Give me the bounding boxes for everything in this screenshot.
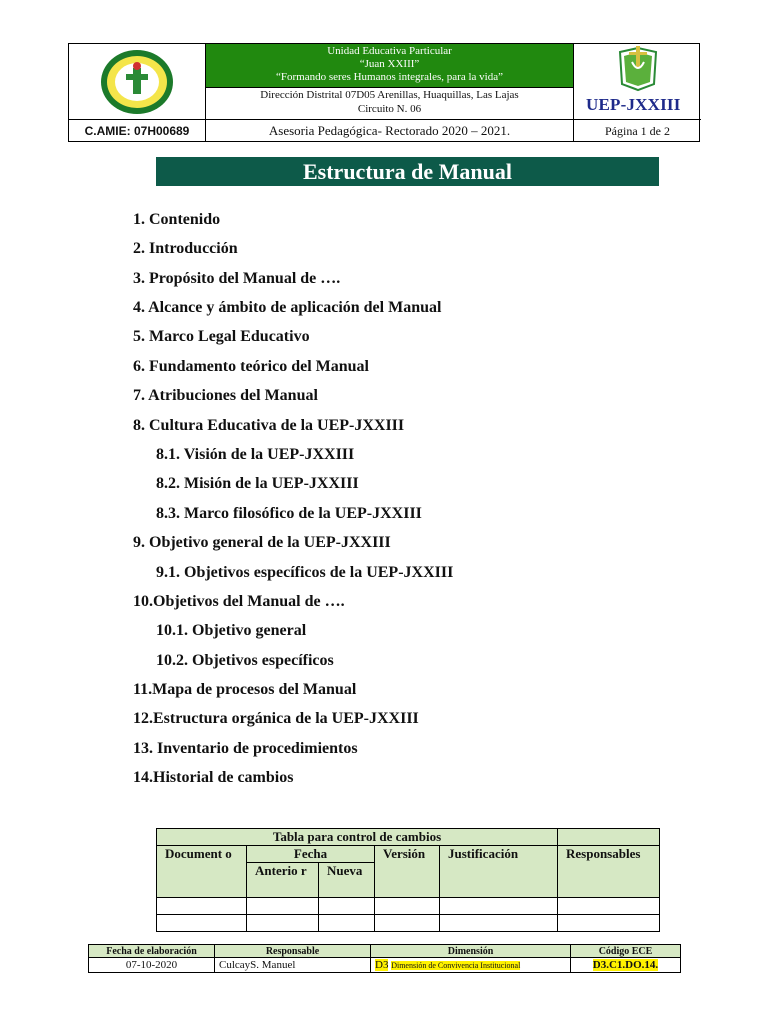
dimension-code: D3	[375, 959, 389, 971]
district-block	[206, 87, 573, 120]
uep-logo-text: UEP-JXXIII	[586, 95, 681, 114]
table-row	[157, 898, 660, 915]
table-cell[interactable]	[440, 898, 558, 915]
uep-logo-cell	[573, 44, 701, 120]
table-caption: Tabla para control de cambios	[157, 829, 558, 846]
footer-responsable: CulcayS. Manuel	[215, 958, 371, 973]
toc-item: 11.Mapa de procesos del Manual	[133, 681, 357, 698]
footer-codigo-cell	[571, 958, 681, 973]
col-justificacion: Justificación	[440, 846, 558, 898]
school-type: Unidad Educativa Particular	[327, 45, 452, 57]
table-cell[interactable]	[319, 898, 375, 915]
table-cell[interactable]	[247, 915, 319, 932]
table-cell[interactable]	[157, 915, 247, 932]
table-row	[157, 915, 660, 932]
toc-item: 8. Cultura Educativa de la UEP-JXXIII	[133, 417, 405, 434]
school-name: “Juan XXIII”	[359, 58, 420, 70]
toc-item: 2. Introducción	[133, 240, 238, 257]
toc-subitem: 9.1. Objetivos específicos de la UEP-JXXIII	[156, 564, 454, 581]
toc-item: 7. Atribuciones del Manual	[133, 387, 318, 404]
table-cell[interactable]	[247, 898, 319, 915]
school-name-block	[206, 44, 573, 87]
toc-subitem: 10.2. Objetivos específicos	[156, 652, 334, 669]
col-version: Versión	[375, 846, 440, 898]
table-cell[interactable]	[440, 915, 558, 932]
table-cell[interactable]	[375, 898, 440, 915]
toc-item: 4. Alcance y ámbito de aplicación del Manual	[133, 299, 442, 316]
toc-item: 6. Fundamento teórico del Manual	[133, 358, 369, 375]
toc-item: 9. Objetivo general de la UEP-JXXIII	[133, 534, 391, 551]
col-documento: Document o	[157, 846, 247, 898]
asesoria-text: Asesoria Pedagógica- Rectorado 2020 – 2021.	[268, 123, 511, 138]
circuit-number: Circuito N. 06	[357, 103, 422, 115]
table-cell[interactable]	[157, 898, 247, 915]
uep-logo-icon	[574, 44, 702, 96]
dimension-text: Dimensión de Convivencia Institucional	[391, 961, 521, 970]
col-responsables: Responsables	[558, 846, 660, 898]
toc-subitem: 8.1. Visión de la UEP-JXXIII	[156, 446, 355, 463]
toc-item: 10.Objetivos del Manual de ….	[133, 593, 345, 610]
col-nueva: Nueva	[319, 863, 375, 898]
toc-subitem: 8.2. Misión de la UEP-JXXIII	[156, 475, 359, 492]
col-anterior: Anterio r	[247, 863, 319, 898]
footer-codigo: D3.C1.DO.14.	[592, 959, 659, 971]
footer-dimension	[371, 958, 571, 973]
page-title: Estructura de Manual	[156, 157, 659, 186]
toc-item: 3. Propósito del Manual de ….	[133, 270, 341, 287]
table-cell	[558, 829, 660, 846]
table-cell[interactable]	[319, 915, 375, 932]
toc-subitem: 8.3. Marco filosófico de la UEP-JXXIII	[156, 505, 422, 522]
toc-item: 14.Historial de cambios	[133, 769, 294, 786]
toc-item: 13. Inventario de procedimientos	[133, 740, 358, 757]
table-cell[interactable]	[558, 915, 660, 932]
footer-header-fecha: Fecha de elaboración	[89, 945, 215, 958]
school-motto: “Formando seres Humanos integrales, para la vida”	[276, 71, 503, 83]
page-number: Página 1 de 2	[573, 120, 701, 142]
document-header	[68, 43, 700, 142]
table-cell[interactable]	[558, 898, 660, 915]
table-cell[interactable]	[375, 915, 440, 932]
footer-header-codigo: Código ECE	[571, 945, 681, 958]
footer-table	[88, 944, 681, 973]
change-control-table	[156, 828, 660, 932]
school-seal-logo	[98, 48, 176, 116]
footer-header-dimension: Dimensión	[371, 945, 571, 958]
toc-subitem: 10.1. Objetivo general	[156, 622, 307, 639]
toc-item: 1. Contenido	[133, 211, 221, 228]
toc-item: 12.Estructura orgánica de la UEP-JXXIII	[133, 710, 419, 727]
amie-code: C.AMIE: 07H00689	[69, 120, 206, 142]
district-name: Dirección Distrital 07D05 Arenillas, Huaquillas, Las Lajas	[260, 89, 519, 101]
school-seal-cell	[69, 44, 206, 120]
footer-header-responsable: Responsable	[215, 945, 371, 958]
footer-fecha: 07-10-2020	[89, 958, 215, 973]
col-fecha: Fecha	[247, 846, 375, 863]
toc-item: 5. Marco Legal Educativo	[133, 328, 310, 345]
